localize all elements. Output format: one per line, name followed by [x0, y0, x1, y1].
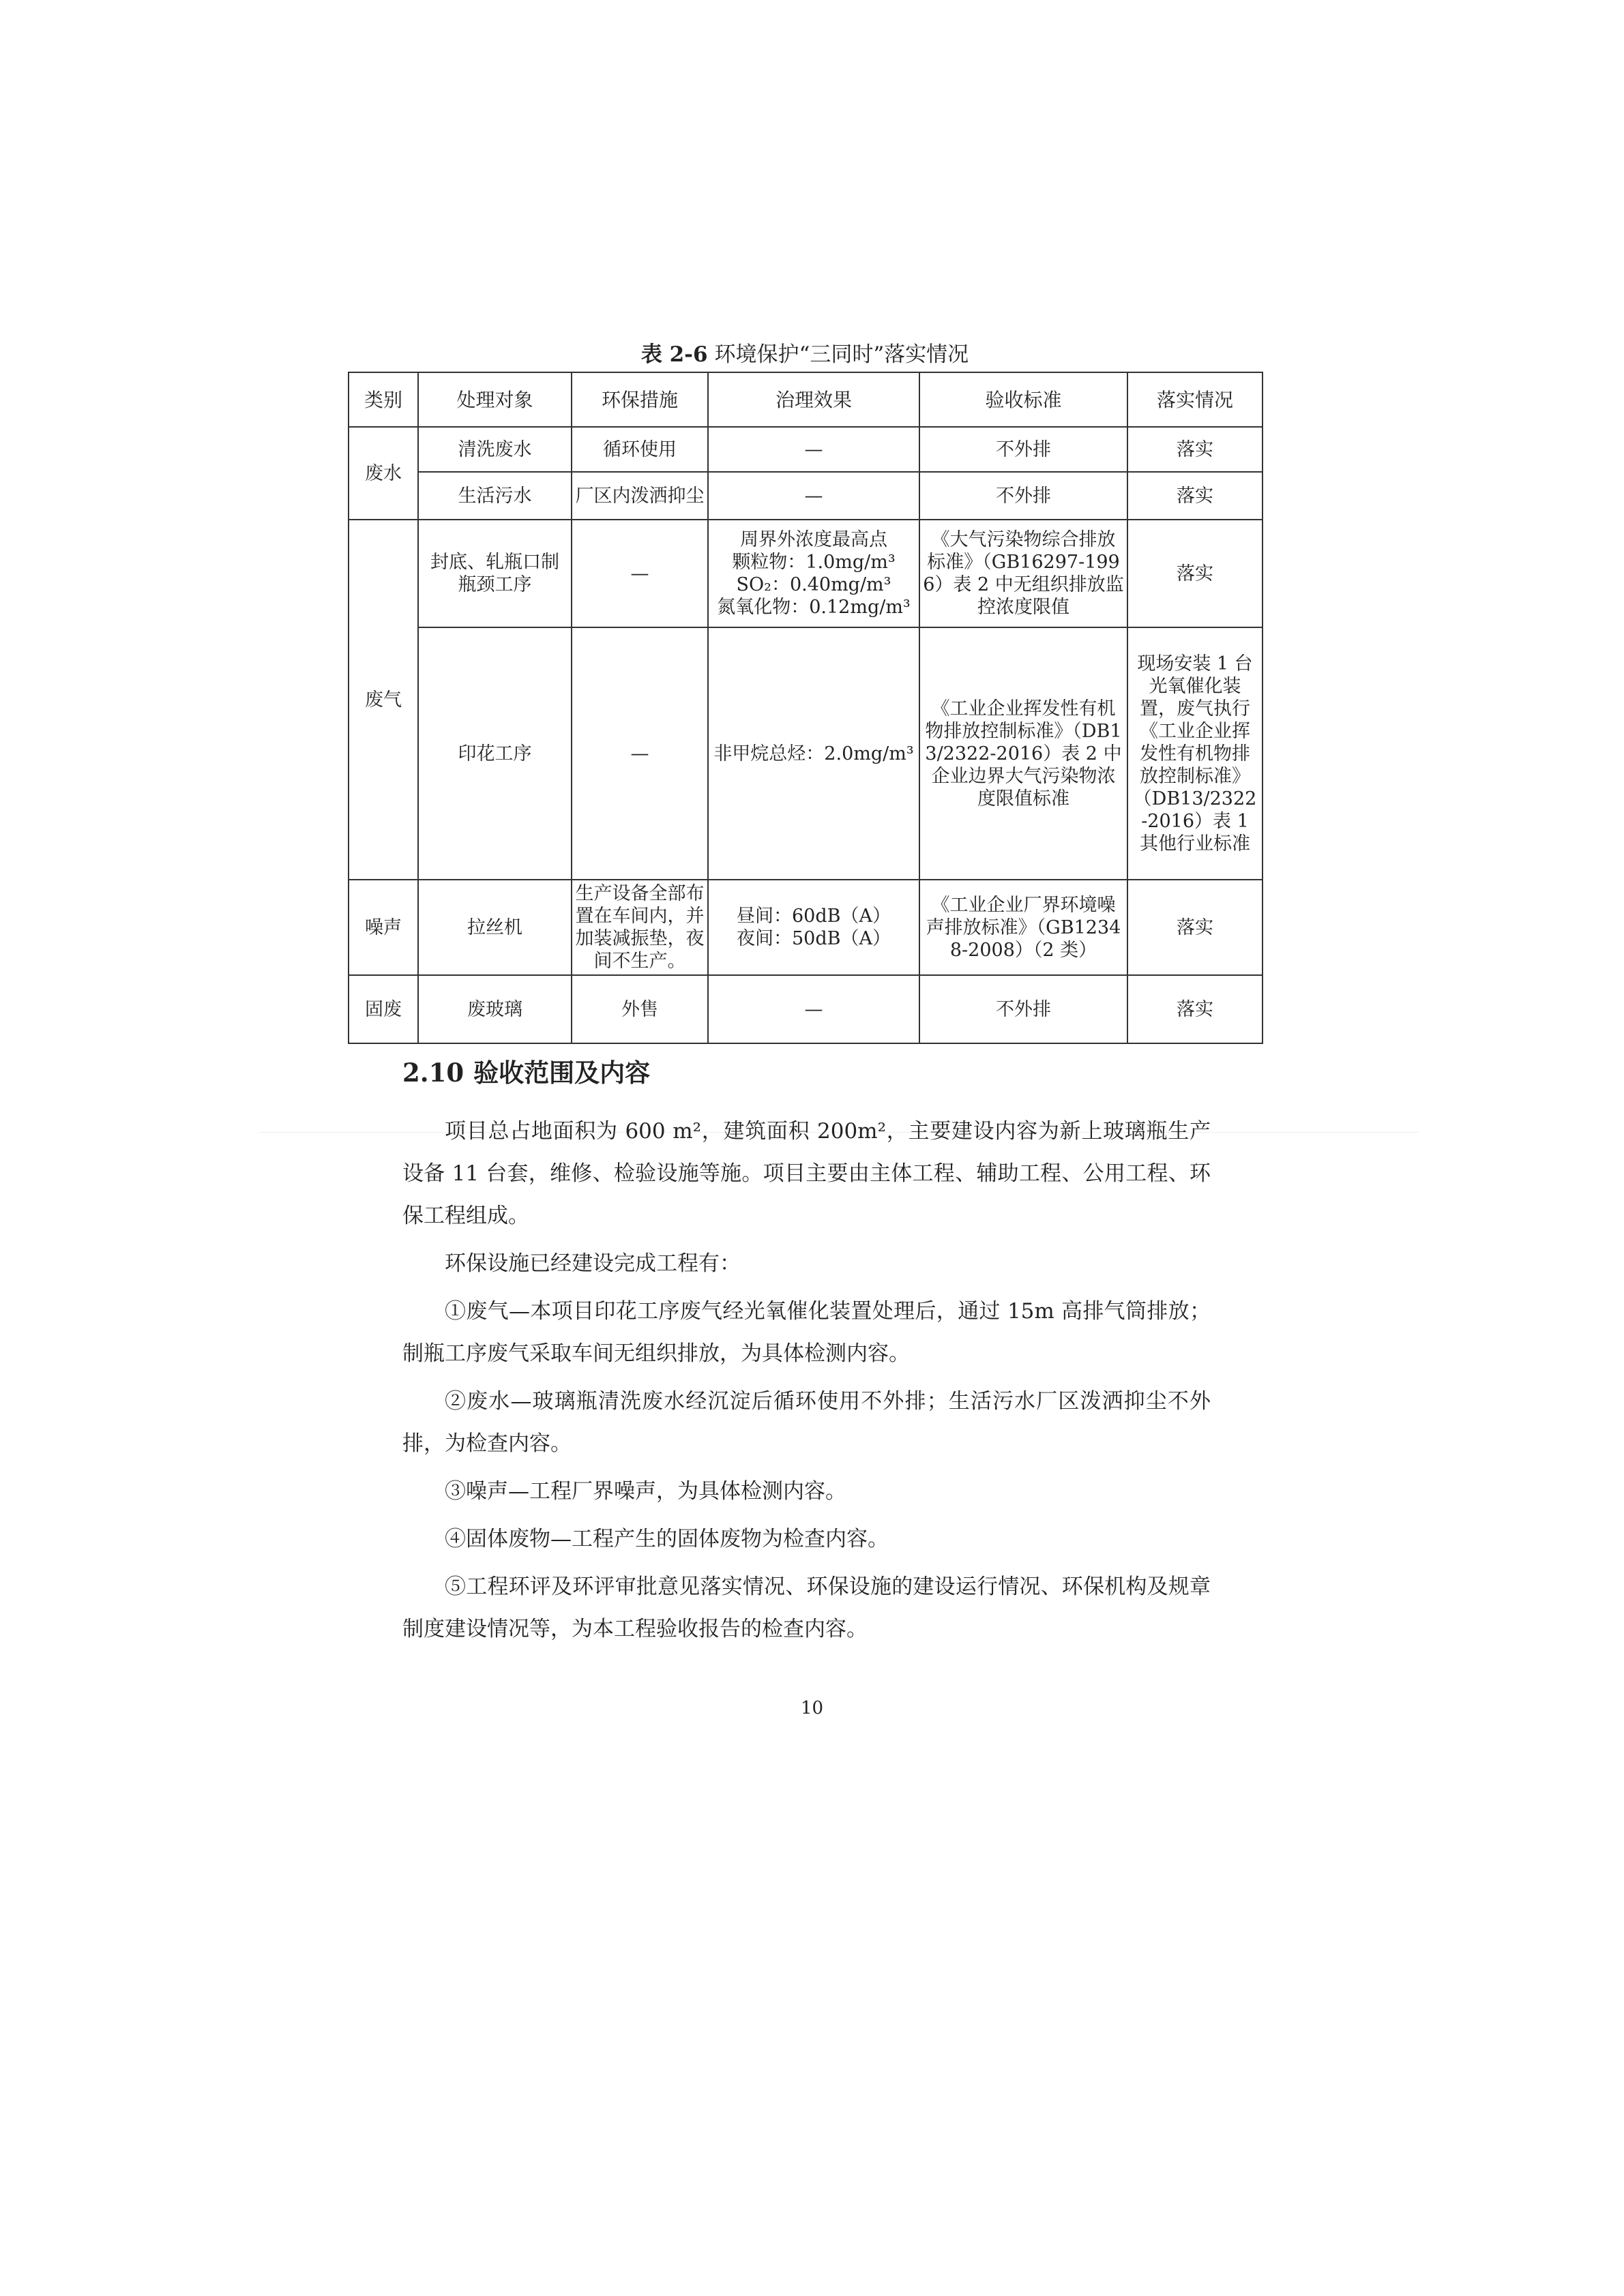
section-heading — [402, 1056, 650, 1090]
cell-standard: 《工业企业厂界环境噪声排放标准》（GB12348-2008）（2 类） — [919, 880, 1127, 975]
paragraph: 项目总占地面积为 600 m²，建筑面积 200m²，主要建设内容为新上玻璃瓶生产设备 11 台套，维修、检验设施等施。项目主要由主体工程、辅助工程、公用工程、环保工程组成。 — [402, 1119, 1211, 1228]
table-row — [349, 520, 1263, 627]
cell-object: 封底、轧瓶口制瓶颈工序 — [418, 520, 572, 627]
cell-effect: — — [708, 427, 919, 472]
cell-status: 落实 — [1127, 472, 1263, 520]
paragraph: ④固体废物—工程产生的固体废物为检查内容。 — [445, 1527, 889, 1551]
cell-status: 落实 — [1127, 880, 1263, 975]
cell-standard: 不外排 — [919, 472, 1127, 520]
cell-standard: 《大气污染物综合排放标准》（GB16297-1996）表 2 中无组织排放监控浓度限值 — [919, 520, 1127, 627]
cell-category: 固废 — [349, 975, 418, 1043]
table-caption — [348, 340, 1262, 370]
table-row — [349, 472, 1263, 520]
header-status: 落实情况 — [1127, 372, 1263, 427]
cell-measure: 厂区内泼洒抑尘 — [572, 472, 708, 520]
table-row — [349, 880, 1263, 975]
cell-effect: 周界外浓度最高点 颗粒物：1.0mg/m³ SO₂：0.40mg/m³ 氮氧化物：0.12mg/m³ — [708, 520, 919, 627]
cell-status: 落实 — [1127, 975, 1263, 1043]
page-number: 10 — [800, 1698, 824, 1718]
cell-category: 废水 — [349, 427, 418, 520]
cell-measure: 生产设备全部布置在车间内，并加装减振垫，夜间不生产。 — [572, 880, 708, 975]
table-caption-text: 环境保护“三同时”落实情况 — [714, 342, 969, 367]
cell-standard: 《工业企业挥发性有机物排放控制标准》（DB13/2322-2016）表 2 中企业边界大气污染物浓度限值标准 — [919, 627, 1127, 880]
cell-object: 清洗废水 — [418, 427, 572, 472]
paragraph: ②废水—玻璃瓶清洗废水经沉淀后循环使用不外排；生活污水厂区泼洒抑尘不外排，为检查内容。 — [402, 1389, 1211, 1456]
cell-object: 拉丝机 — [418, 880, 572, 975]
header-object: 处理对象 — [418, 372, 572, 427]
section-number: 2.10 — [402, 1058, 464, 1088]
cell-measure: 循环使用 — [572, 427, 708, 472]
cell-standard: 不外排 — [919, 975, 1127, 1043]
paragraph: ③噪声—工程厂界噪声，为具体检测内容。 — [445, 1479, 846, 1504]
cell-standard: 不外排 — [919, 427, 1127, 472]
section-body — [402, 1110, 1211, 1656]
cell-measure: — — [572, 627, 708, 880]
cell-object: 印花工序 — [418, 627, 572, 880]
table-header-row — [349, 372, 1263, 427]
section-title: 验收范围及内容 — [473, 1058, 651, 1088]
cell-measure: — — [572, 520, 708, 627]
paragraph: ①废气—本项目印花工序废气经光氧催化装置处理后，通过 15m 高排气筒排放；制瓶工序废气采取车间无组织排放，为具体检测内容。 — [402, 1299, 1211, 1366]
cell-effect: — — [708, 975, 919, 1043]
cell-object: 废玻璃 — [418, 975, 572, 1043]
cell-category: 噪声 — [349, 880, 418, 975]
cell-object: 生活污水 — [418, 472, 572, 520]
cell-effect: 昼间：60dB（A） 夜间：50dB（A） — [708, 880, 919, 975]
protection-table — [348, 372, 1263, 1044]
cell-status: 落实 — [1127, 427, 1263, 472]
cell-status: 现场安装 1 台光氧催化装置，废气执行《工业企业挥发性有机物排放控制标准》（DB13/2322-2016）表 1 其他行业标准 — [1127, 627, 1263, 880]
cell-effect: 非甲烷总烃：2.0mg/m³ — [708, 627, 919, 880]
cell-category: 废气 — [349, 520, 418, 880]
header-standard: 验收标准 — [919, 372, 1127, 427]
cell-measure: 外售 — [572, 975, 708, 1043]
paragraph: 环保设施已经建设完成工程有： — [445, 1251, 741, 1276]
header-category: 类别 — [349, 372, 418, 427]
paragraph: ⑤工程环评及环评审批意见落实情况、环保设施的建设运行情况、环保机构及规章制度建设情况等，为本工程验收报告的检查内容。 — [402, 1575, 1211, 1641]
table-caption-number: 表 2-6 — [640, 342, 708, 367]
cell-status: 落实 — [1127, 520, 1263, 627]
cell-effect: — — [708, 472, 919, 520]
table-row — [349, 427, 1263, 472]
table-row — [349, 627, 1263, 880]
header-effect: 治理效果 — [708, 372, 919, 427]
header-measure: 环保措施 — [572, 372, 708, 427]
table-row — [349, 975, 1263, 1043]
